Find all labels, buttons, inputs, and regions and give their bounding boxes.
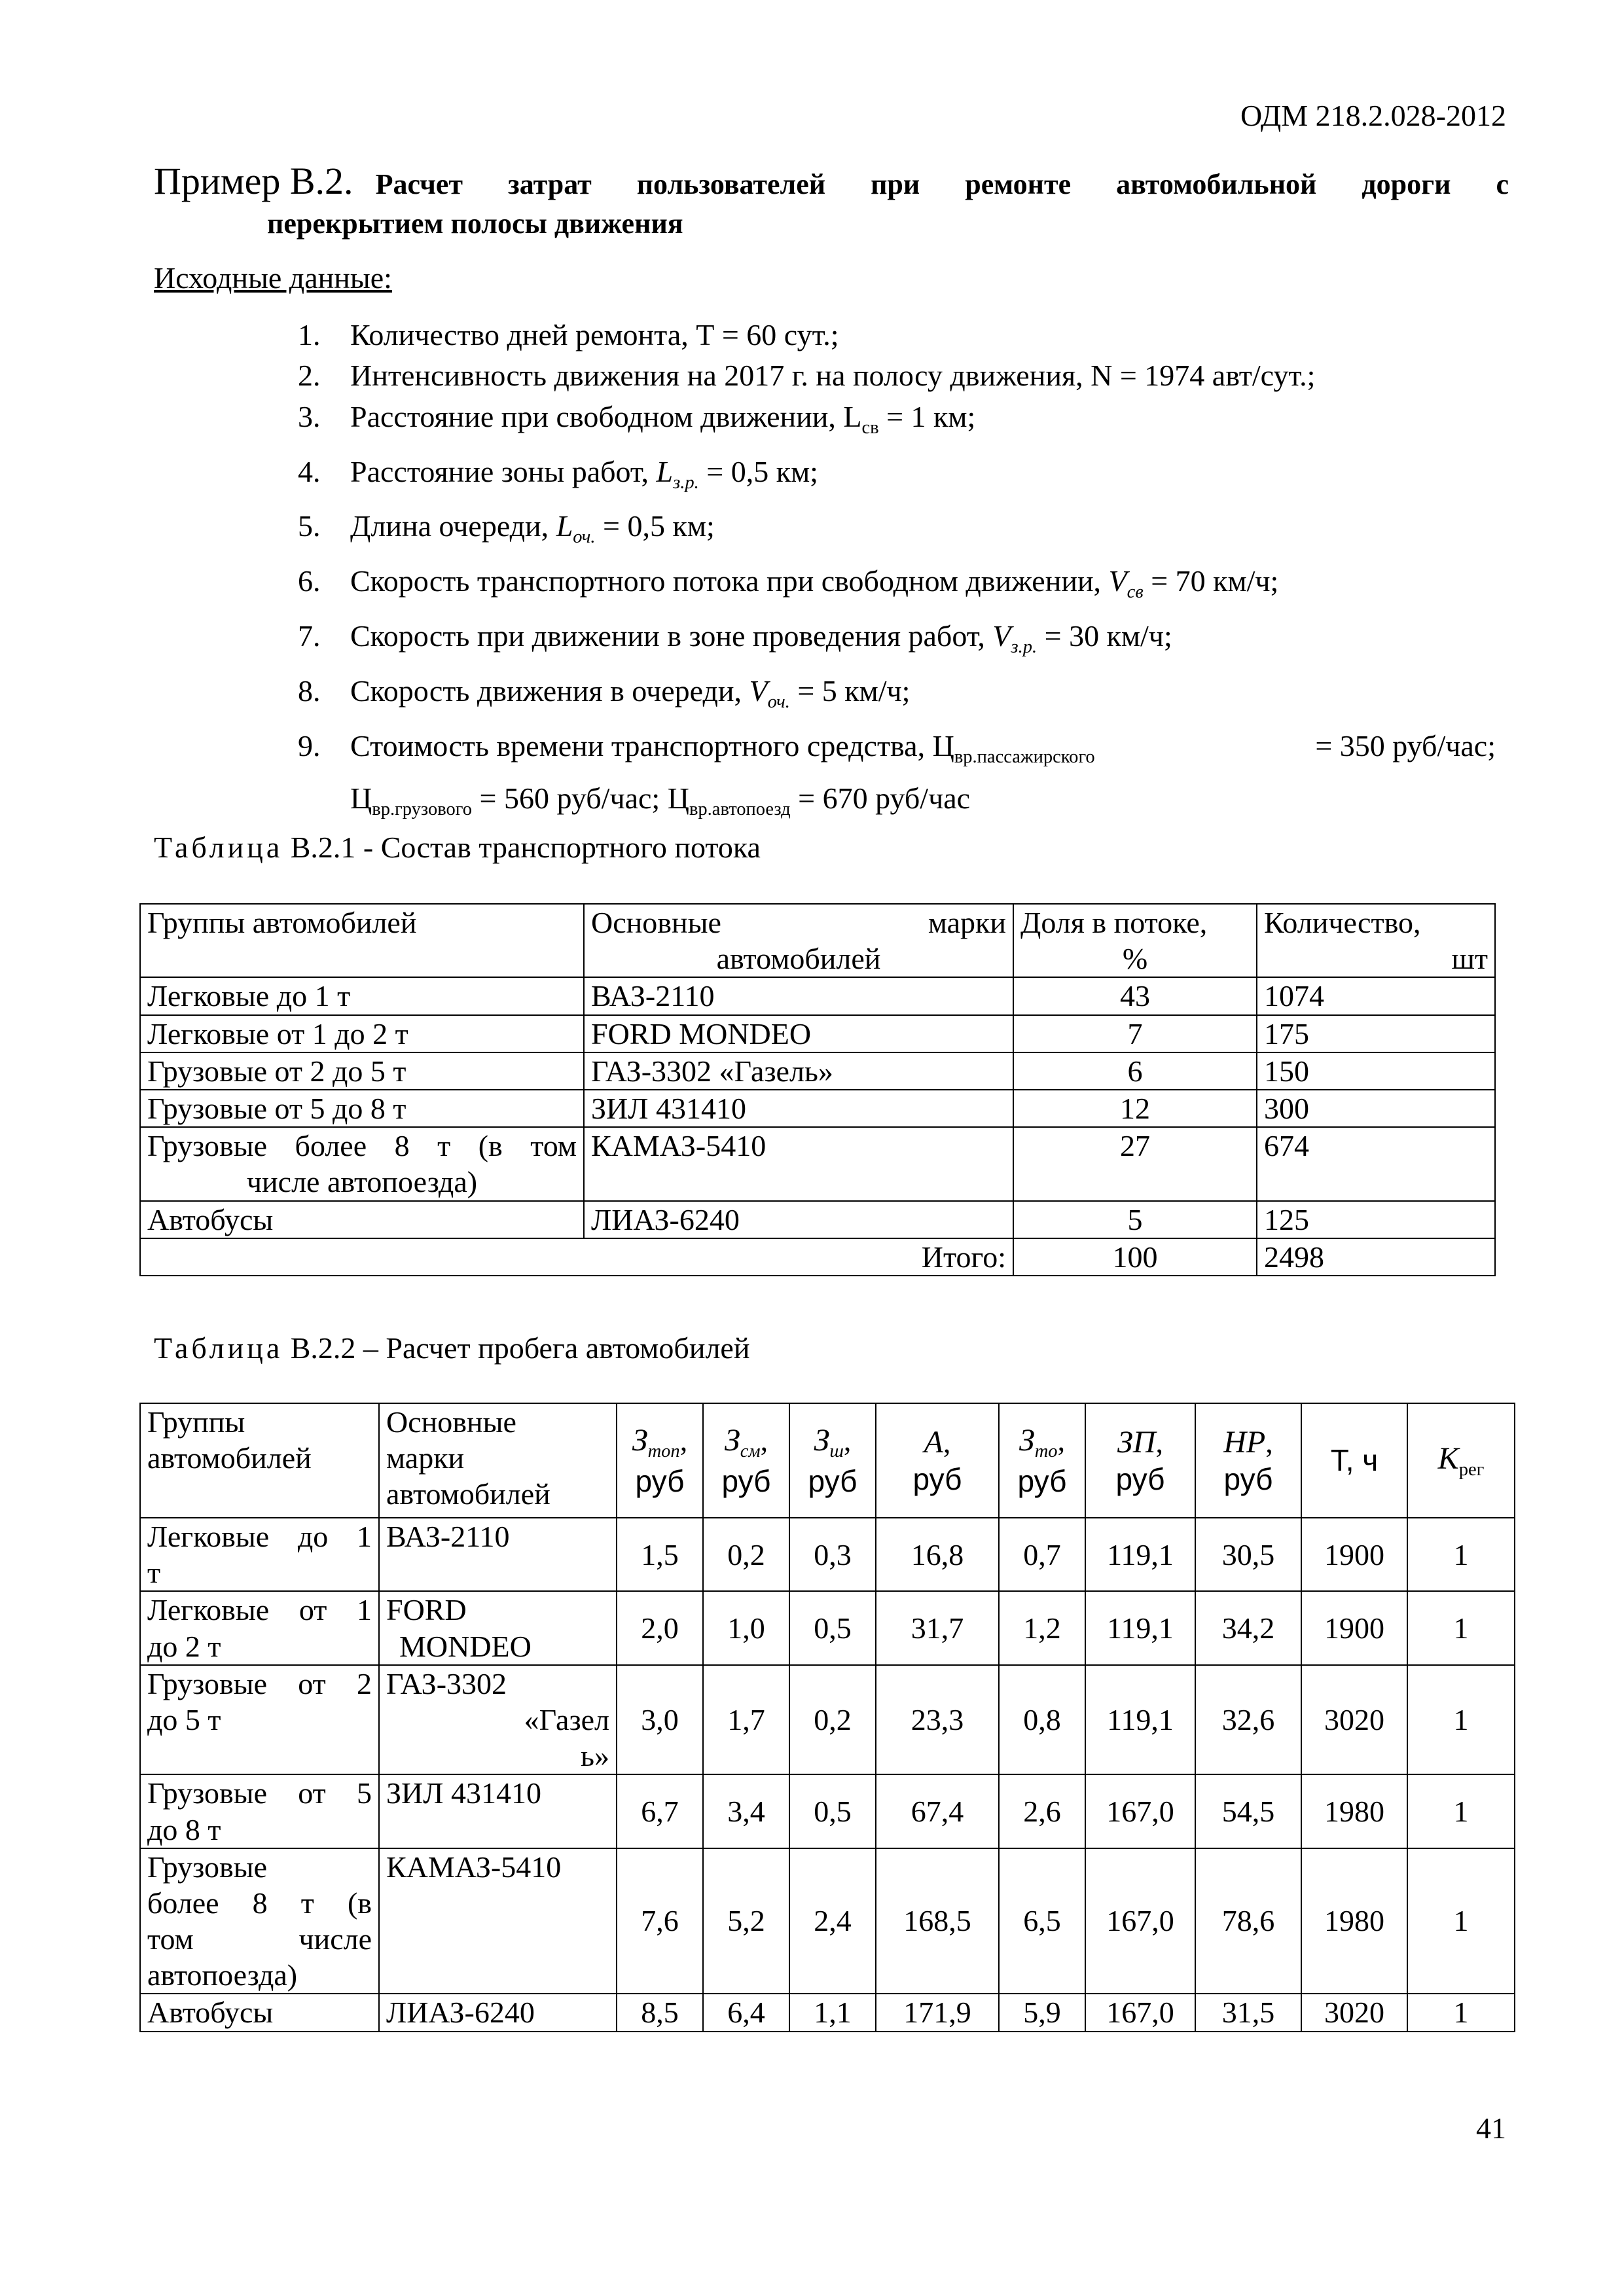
- list-item-continuation: $Ц_{вр.грузового} = 560$ руб/час; $Ц_{вр.автопоезд} = 670$ руб/час: [350, 781, 971, 819]
- input-data-list: [298, 319, 1496, 819]
- header-tire-cost: $З_ш$, руб: [789, 1403, 876, 1518]
- example-title-line-1: Расчет затрат пользователей при ремонте автомобильной дороги с: [375, 168, 1509, 200]
- list-item: 8. Скорость движения в очереди, $V_{оч.} = 5$ км/ч;: [298, 674, 911, 713]
- list-item: 2. Интенсивность движения на 2017 г. на полосу движения, N = 1974 авт/сут.;: [298, 359, 1316, 393]
- example-title: [154, 159, 1509, 240]
- table-1-caption: Таблица В.2.1 - Состав транспортного потока: [154, 831, 761, 864]
- header-group: Группы автомобилей: [140, 1403, 379, 1518]
- table-row: Грузовые более 8 т (в том числе автопоезда) КАМАЗ-5410 27 674: [140, 1127, 1495, 1200]
- table-row: Грузовые от 2 до 5 т ГАЗ-3302 «Газел ь» 3,0 1,7 0,2 23,3 0,8 119,1 32,6 3020 1: [140, 1665, 1515, 1775]
- table-row: Грузовые более 8 т (в том числе автопоезда) КАМАЗ-5410 7,6 5,2 2,4 168,5 6,5 167,0 78,6 1980 1: [140, 1848, 1515, 1994]
- table-header-row: [140, 1403, 1515, 1518]
- table-row: Легковые до 1 т ВАЗ-2110 1,5 0,2 0,3 16,8 0,7 119,1 30,5 1900 1: [140, 1518, 1515, 1591]
- list-item: 5. Длина очереди, $L_{оч.} = 0,5$ км;: [298, 509, 715, 548]
- table-header-row: [140, 904, 1495, 977]
- header-depreciation: А, руб: [876, 1403, 999, 1518]
- table-row: Грузовые от 5 до 8 т ЗИЛ 431410 6,7 3,4 0,5 67,4 2,6 167,0 54,5 1980 1: [140, 1774, 1515, 1848]
- list-item: 9. Стоимость времени транспортного средства, $Ц_{вр.пассажирского}$ = 350 руб/час;: [298, 729, 1496, 767]
- header-share: Доля в потоке, %: [1013, 904, 1257, 977]
- traffic-composition-table: [139, 903, 1496, 1276]
- table-row: Легковые до 1 т ВАЗ-2110 43 1074: [140, 977, 1495, 1014]
- example-number: Пример В.2.: [154, 160, 353, 202]
- table-row: Автобусы ЛИАЗ-6240 8,5 6,4 1,1 171,9 5,9 167,0 31,5 3020 1: [140, 1994, 1515, 2031]
- list-item: 6. Скорость транспортного потока при свободном движении, $V_{св} = 70$ км/ч;: [298, 564, 1279, 603]
- table-row: Грузовые от 5 до 8 т ЗИЛ 431410 12 300: [140, 1090, 1495, 1127]
- table-total-row: Итого: 100 2498: [140, 1238, 1495, 1276]
- header-count: Количество, шт: [1257, 904, 1495, 977]
- table-row: Легковые от 1 до 2 т FORD MONDEO 7 175: [140, 1015, 1495, 1052]
- list-item: 4. Расстояние зоны работ, $L_{з.р.} = 0,5$ км;: [298, 454, 818, 493]
- list-item: 7. Скорость при движении в зоне проведения работ, $V_{з.р.} = 30$ км/ч;: [298, 619, 1172, 658]
- header-maintenance-cost: $З_{то}$, руб: [999, 1403, 1085, 1518]
- header-kreg: $K_{рег}$: [1407, 1403, 1515, 1518]
- list-item: 1. Количество дней ремонта, Т = 60 сут.;: [298, 318, 839, 351]
- header-group: Группы автомобилей: [140, 904, 584, 977]
- header-wages: ЗП, руб: [1085, 1403, 1195, 1518]
- header-brand: Основные марки автомобилей: [379, 1403, 617, 1518]
- table-row: Легковые от 1 до 2 т FORD MONDEO 2,0 1,0 0,5 31,7 1,2 119,1 34,2 1900 1: [140, 1591, 1515, 1664]
- section-label: Исходные данные:: [154, 261, 392, 295]
- header-overhead: НР, руб: [1195, 1403, 1301, 1518]
- table-row: Автобусы ЛИАЗ-6240 5 125: [140, 1201, 1495, 1238]
- table-2-caption: Таблица В.2.2 – Расчет пробега автомобилей: [154, 1331, 750, 1365]
- list-item: 3. Расстояние при свободном движении, $L_{св} = 1$ км;: [298, 399, 976, 438]
- header-hours: Т, ч: [1301, 1403, 1407, 1518]
- header-fuel-cost: $З_{топ}$, руб: [617, 1403, 703, 1518]
- header-brand: Основные марки автомобилей: [584, 904, 1013, 977]
- example-title-line-2: перекрытием полосы движения: [267, 207, 683, 240]
- table-row: Грузовые от 2 до 5 т ГАЗ-3302 «Газель» 6 150: [140, 1052, 1495, 1090]
- page-number: 41: [1476, 2111, 1506, 2145]
- document-code: ОДМ 218.2.028-2012: [1240, 99, 1506, 132]
- vehicle-mileage-table: [139, 1403, 1515, 2032]
- header-lubricant-cost: $З_{см}$, руб: [703, 1403, 789, 1518]
